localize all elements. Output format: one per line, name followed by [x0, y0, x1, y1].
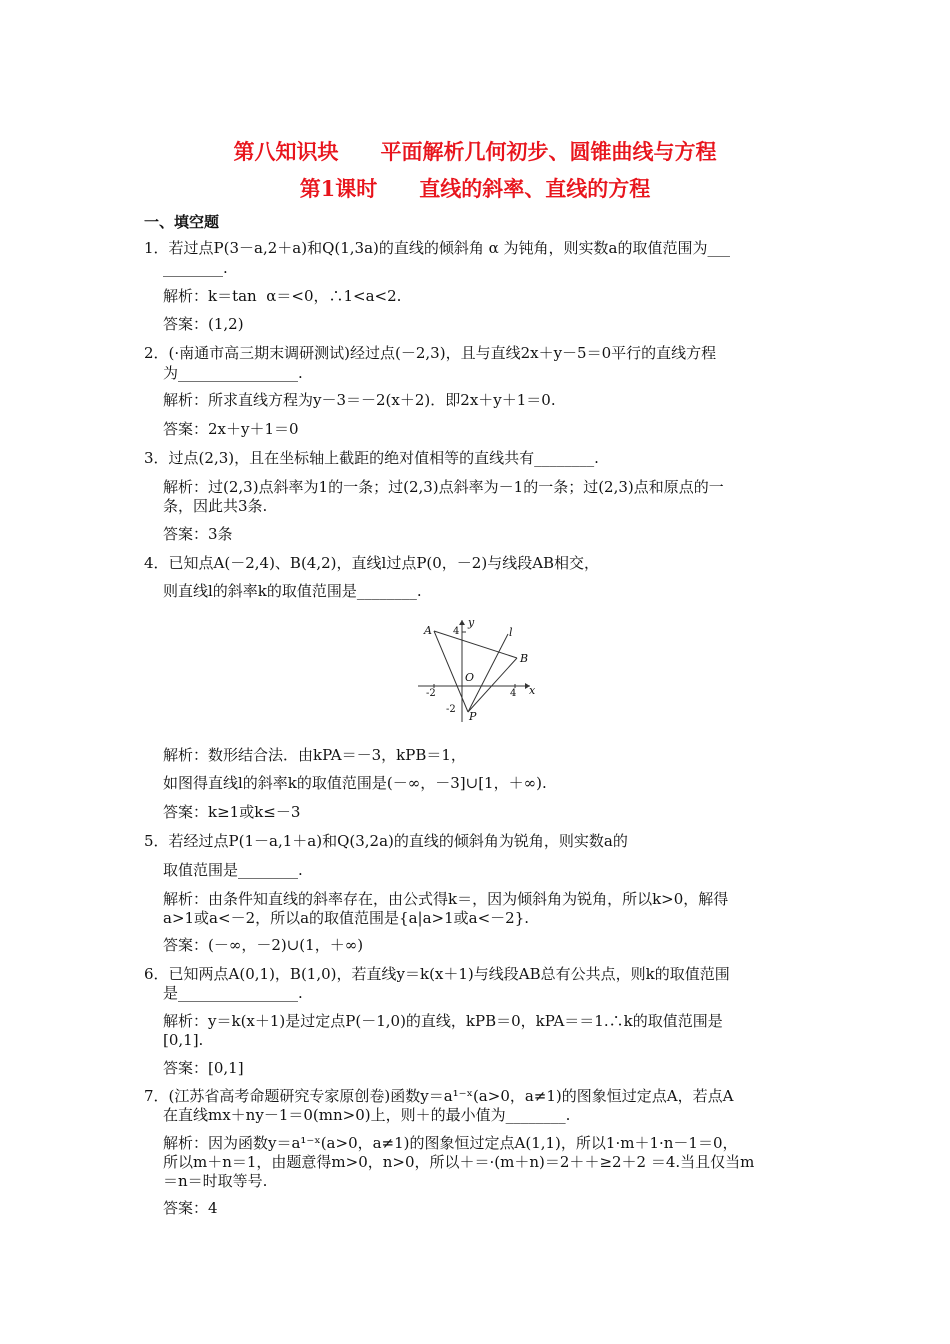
- q2-text: 2．(·南通市高三期末调研测试)经过点(－2,3)，且与直线2x＋y－5＝0平行的直线方程: [144, 344, 717, 362]
- q7-text: 7．(江苏省高考命题研究专家原创卷)函数y＝a¹⁻ˣ(a>0，a≠1)的图象恒过定点A，若点A: [144, 1087, 734, 1105]
- q7-analysis-cont2: ＝n＝时取等号.: [163, 1172, 268, 1190]
- label-A: A: [424, 624, 432, 637]
- q3-text: 3．过点(2,3)，且在坐标轴上截距的绝对值相等的直线共有________.: [144, 449, 599, 467]
- q2-answer: 答案：2x＋y＋1＝0: [163, 420, 299, 438]
- chapter-title: 第八知识块 平面解析几何初步、圆锥曲线与方程: [233, 139, 717, 164]
- q4-analysis: 解析：数形结合法．由kPA＝－3，kPB＝1，: [163, 746, 466, 764]
- q4-analysis-cont: 如图得直线l的斜率k的取值范围是(－∞，－3]∪[1，＋∞).: [163, 774, 547, 792]
- q6-analysis-cont: [0,1].: [163, 1031, 204, 1049]
- q1-text-cont: ________.: [163, 259, 228, 277]
- segment-AB: [434, 631, 517, 658]
- segment-PA: [434, 631, 468, 712]
- q5-analysis-cont: a>1或a<－2，所以a的取值范围是{a|a>1或a<－2}.: [163, 909, 530, 927]
- q7-analysis: 解析：因为函数y＝a¹⁻ˣ(a>0，a≠1)的图象恒过定点A(1,1)，所以1·m＋1·n－1＝0，: [163, 1134, 738, 1152]
- q7-answer: 答案：4: [163, 1199, 218, 1217]
- label-B: B: [520, 652, 529, 665]
- label-origin: O: [465, 671, 475, 684]
- q4-answer: 答案：k≥1或k≤－3: [163, 803, 301, 821]
- q3-analysis: 解析：过(2,3)点斜率为1的一条；过(2,3)点斜率为－1的一条；过(2,3)点和原点的一: [163, 478, 724, 496]
- tick-label-neg2-x: -2: [426, 688, 436, 699]
- lesson-title: 第1课时 直线的斜率、直线的方程: [299, 176, 651, 201]
- q4-text-cont: 则直线l的斜率k的取值范围是________.: [163, 582, 422, 600]
- q1-analysis: 解析：k＝tan α＝<0，∴1<a<2.: [163, 287, 402, 305]
- tick-label-4-x: 4: [510, 688, 517, 699]
- q7-text-cont: 在直线mx＋ny－1＝0(mn>0)上，则＋的最小值为________.: [163, 1106, 571, 1124]
- q1-answer: 答案：(1,2): [163, 315, 244, 333]
- q6-analysis: 解析：y＝k(x＋1)是过定点P(－1,0)的直线，kPB＝0，kPA＝＝1.∴k的取值范围是: [163, 1012, 723, 1030]
- slope-diagram: [416, 616, 540, 726]
- label-l: l: [509, 626, 513, 639]
- segment-PB: [468, 658, 517, 712]
- label-P: P: [469, 710, 477, 723]
- q6-answer: 答案：[0,1]: [163, 1059, 244, 1077]
- label-x-axis: x: [529, 684, 536, 697]
- q5-analysis: 解析：由条件知直线的斜率存在，由公式得k＝，因为倾斜角为锐角，所以k>0，解得: [163, 890, 729, 908]
- tick-label-neg2-y: -2: [446, 704, 456, 715]
- q5-text: 5．若经过点P(1－a,1＋a)和Q(3,2a)的直线的倾斜角为锐角，则实数a的: [144, 832, 628, 850]
- q3-analysis-cont: 条，因此共3条.: [163, 497, 268, 515]
- q2-text-cont: 为________________.: [163, 364, 303, 382]
- q4-text: 4．已知点A(－2,4)、B(4,2)，直线l过点P(0，－2)与线段AB相交，: [144, 554, 600, 572]
- q1-text: 1．若过点P(3－a,2＋a)和Q(1,3a)的直线的倾斜角 α 为钝角，则实数a的取值范围为___: [144, 239, 730, 257]
- q2-analysis: 解析：所求直线方程为y－3＝－2(x＋2)．即2x＋y＋1＝0.: [163, 391, 556, 409]
- q5-answer: 答案：(－∞，－2)∪(1，＋∞): [163, 936, 364, 954]
- tick-label-4-y: 4: [453, 626, 460, 637]
- section-heading: 一、填空题: [144, 213, 220, 231]
- q6-text: 6．已知两点A(0,1)，B(1,0)，若直线y＝k(x＋1)与线段AB总有公共点，则k的取值范围: [144, 965, 730, 983]
- label-y-axis: y: [468, 616, 475, 629]
- q7-analysis-cont: 所以m＋n＝1，由题意得m>0，n>0，所以＋＝·(m＋n)＝2＋＋≥2＋2 ＝4.当且仅当m: [163, 1153, 755, 1171]
- q6-text-cont: 是________________.: [163, 984, 303, 1002]
- q3-answer: 答案：3条: [163, 525, 233, 543]
- y-arrow-icon: [459, 620, 465, 625]
- q5-text-cont: 取值范围是________.: [163, 861, 303, 879]
